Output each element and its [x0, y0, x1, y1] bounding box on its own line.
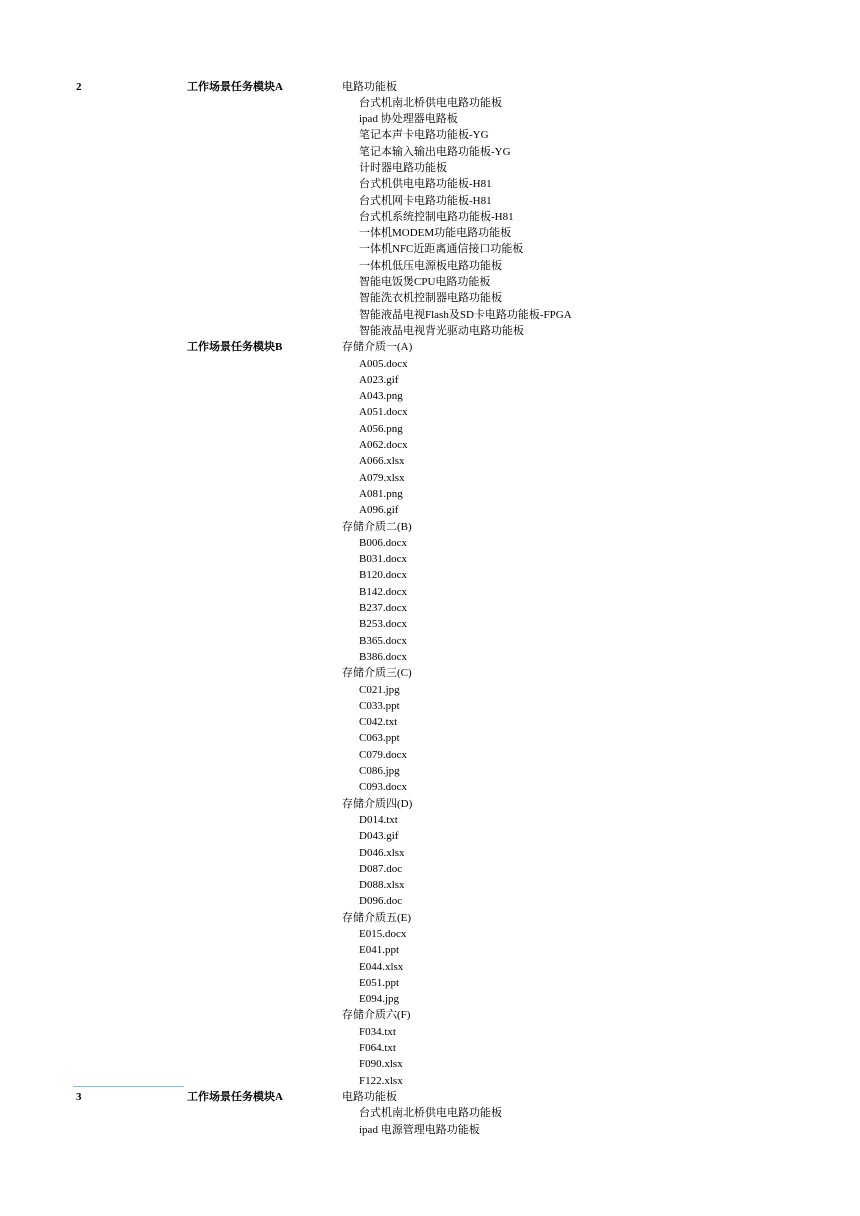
list-item: C063.ppt	[359, 732, 400, 745]
module-content-tree	[342, 79, 572, 340]
list-item: F122.xlsx	[359, 1074, 403, 1087]
module-title: 工作场景任务模块B	[187, 341, 283, 354]
list-item: B386.docx	[359, 650, 407, 663]
category-label: 电路功能板	[342, 80, 397, 93]
list-item: D046.xlsx	[359, 846, 405, 859]
list-item: 台式机供电电路功能板-H81	[359, 178, 492, 191]
list-item: 智能电饭煲CPU电路功能板	[359, 276, 491, 289]
list-item: B031.docx	[359, 553, 407, 566]
list-item: ipad 协处理器电路板	[359, 113, 458, 126]
list-item: B253.docx	[359, 618, 407, 631]
list-item: E041.ppt	[359, 944, 400, 957]
list-item: A043.png	[359, 390, 403, 403]
module-title: 工作场景任务模块A	[187, 1091, 283, 1104]
list-item: 一体机NFC近距离通信接口功能板	[359, 243, 524, 256]
list-item: E051.ppt	[359, 976, 400, 989]
list-item: C079.docx	[359, 748, 407, 761]
list-item: B006.docx	[359, 536, 407, 549]
list-item: B120.docx	[359, 569, 407, 582]
list-item: E044.xlsx	[359, 960, 404, 973]
list-item: A079.xlsx	[359, 471, 405, 484]
category-label: 电路功能板	[342, 1091, 397, 1104]
section-number: 3	[76, 1091, 82, 1104]
category-label: 存储介质六(F)	[342, 1009, 411, 1022]
module-content-tree	[342, 1089, 502, 1138]
list-item: A066.xlsx	[359, 455, 405, 468]
list-item: F034.txt	[359, 1025, 396, 1038]
section-divider-line	[73, 1086, 184, 1087]
list-item: 智能液晶电视Flash及SD卡电路功能板-FPGA	[359, 308, 572, 321]
list-item: A023.gif	[359, 373, 399, 386]
list-item: 笔记本声卡电路功能板-YG	[359, 129, 489, 142]
list-item: B237.docx	[359, 602, 407, 615]
list-item: C086.jpg	[359, 765, 400, 778]
category-label: 存储介质五(E)	[342, 911, 412, 924]
list-item: C042.txt	[359, 716, 398, 729]
list-item: 计时器电路功能板	[359, 161, 447, 174]
list-item: D043.gif	[359, 830, 399, 843]
list-item: B142.docx	[359, 585, 407, 598]
list-item: C021.jpg	[359, 683, 400, 696]
list-item: A081.png	[359, 487, 403, 500]
list-item: 台式机南北桥供电电路功能板	[359, 96, 502, 109]
list-item: C033.ppt	[359, 699, 400, 712]
list-item: A056.png	[359, 422, 403, 435]
list-item: F090.xlsx	[359, 1058, 403, 1071]
list-item: 台式机系统控制电路功能板-H81	[359, 210, 514, 223]
module-title: 工作场景任务模块A	[187, 80, 283, 93]
category-label: 存储介质四(D)	[342, 797, 413, 810]
list-item: 一体机低压电源板电路功能板	[359, 259, 502, 272]
list-item: 笔记本输入输出电路功能板-YG	[359, 145, 511, 158]
category-label: 存储介质二(B)	[342, 520, 412, 533]
list-item: D087.doc	[359, 862, 403, 875]
list-item: 智能洗衣机控制器电路功能板	[359, 292, 502, 305]
list-item: A051.docx	[359, 406, 408, 419]
list-item: A062.docx	[359, 439, 408, 452]
list-item: E015.docx	[359, 927, 407, 940]
list-item: B365.docx	[359, 634, 407, 647]
list-item: 台式机南北桥供电电路功能板	[359, 1107, 502, 1120]
list-item: D088.xlsx	[359, 879, 405, 892]
list-item: A096.gif	[359, 504, 399, 517]
list-item: 一体机MODEM功能电路功能板	[359, 227, 512, 240]
module-content-tree	[342, 339, 412, 1089]
list-item: A005.docx	[359, 357, 408, 370]
list-item: F064.txt	[359, 1042, 396, 1055]
list-item: ipad 电源管理电路功能板	[359, 1123, 480, 1136]
section-number: 2	[76, 80, 82, 93]
list-item: 智能液晶电视背光驱动电路功能板	[359, 324, 524, 337]
list-item: E094.jpg	[359, 993, 400, 1006]
list-item: 台式机网卡电路功能板-H81	[359, 194, 492, 207]
category-label: 存储介质三(C)	[342, 667, 412, 680]
list-item: C093.docx	[359, 781, 407, 794]
list-item: D014.txt	[359, 813, 398, 826]
category-label: 存储介质一(A)	[342, 341, 413, 354]
list-item: D096.doc	[359, 895, 403, 908]
